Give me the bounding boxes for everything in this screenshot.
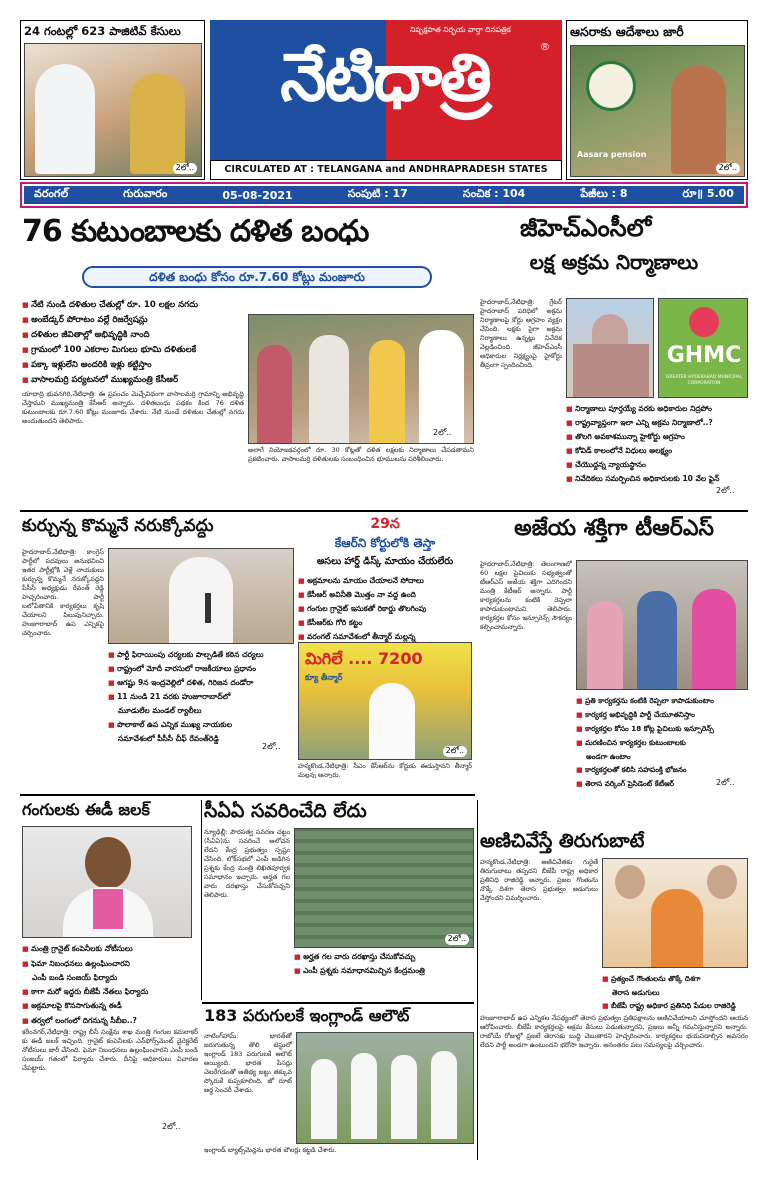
crowd-figure (637, 591, 677, 690)
player-figure (351, 1053, 377, 1139)
dateline-inner (24, 186, 744, 204)
ghmc-logo-text: GHMC (666, 343, 742, 368)
photo-continue-label: 2లో.. (445, 934, 469, 945)
ghmc-body-text: హైదరాబాద్,నేటిధాత్రి: గ్రేటర్ హైదరాబాద్ పరిధిలో అక్రమ నిర్మాణాలపై కోర్టు ఆగ్రహం వ్యక్తం చేసింది. లక్షకు పైగా అక్రమ నిర్మాణాలు ఉన్నట్లు నివేదిక వెల్లడించింది. జీహెచ్ఎంసీ అధికారుల నిర్లక్ష్యంపై హైకోర్టు తీవ్రంగా స్పందించింది. (480, 298, 562, 369)
section-divider (20, 794, 475, 796)
gangula-continue-label: 2లో.. (162, 1122, 181, 1131)
gangula-bullet: ■ కాగా మరో ఇద్దరు బీజేపీ నేతలు ఫిర్యాదు (22, 985, 198, 1000)
revanth-bullet: ■ పొలాకాల్ ఉప ఎన్నిక ముఖ్య నాయకుల (108, 718, 294, 732)
trs-headline: అజేయ శక్తిగా టీఆర్ఎస్ (514, 516, 714, 541)
circulated-strip: CIRCULATED AT : TELANGANA and ANDHRAPRADESH STATES (210, 160, 562, 180)
ghmc-bullets (566, 402, 748, 486)
flower-icon (689, 307, 719, 337)
kcr-bullet: ■ వరంగల్ సమావేశంలో తీన్మార్ మల్లన్న (298, 630, 472, 644)
gangula-headline: గంగులకు ఈడీ జలక్ (22, 800, 150, 819)
kcr-bullet: ■ గంగుల గ్రానైట్ ఇసుకతో రికార్డు తొలగింపు (298, 602, 472, 616)
dateline-bar (20, 182, 748, 208)
dateline-pages: పేజీలు : 8 (580, 187, 628, 200)
trs-continue-label: 2లో.. (716, 778, 735, 787)
masthead-right-headline: ఆసరాకు ఆదేశాలు జారీ (570, 24, 684, 39)
bjp-bullet-continued: తెరాస అడుగులు (612, 988, 660, 997)
player-figure (431, 1051, 457, 1139)
newspaper-logo: నేటిధాత్రి (280, 38, 490, 116)
masthead-left-headline: 24 గంటల్లో 623 పాజిటివ్ కేసులు (24, 24, 181, 38)
building-dome (592, 314, 628, 344)
photo-continue-label: 2లో.. (443, 746, 467, 757)
ghmc-bullet: ■ కోవిడ్ కాలంలోనే విధులు అలక్ష్యం (566, 444, 748, 458)
kcr-bullets (298, 574, 472, 644)
aasara-pension-photo (570, 45, 745, 177)
gangula-bullet: ■ మంత్రి గ్రానైట్ కంపెనీలకు నోటీసులు (22, 942, 198, 957)
person-head (85, 837, 131, 889)
ghmc-bullet: ■ తొలగి అవకాశమున్నా హైకోర్టు ఆగ్రహం (566, 430, 748, 444)
lead-headline: 76 కుటుంబాలకు దళిత బంధు (22, 214, 369, 249)
dateline-date: 05-08-2021 (222, 188, 293, 202)
lead-bullet: ■ వాసాలమర్రి పర్యటనలో ముఖ్యమంత్రి కేసీఆర్ (22, 373, 247, 388)
lead-bullet: ■ గ్రామంలో 100 ఎకరాల మిగులు భూమి దళితులకే (22, 343, 247, 358)
lead-bullet: ■ నేటి నుండి దళితుల చేతుల్లో రూ. 10 లక్షల నగదు (22, 298, 247, 313)
revanth-bullet-continued: సమావేశంలో పీసీసీ చీఫ్ రేవంత్‌రెడ్డి (118, 734, 219, 743)
trs-bullet: ■ కార్యకర్త అభివృద్ధికి పార్టీ చేయూతనిస్తాం (576, 708, 748, 722)
speaker-figure (369, 683, 415, 760)
speaker-figure (651, 889, 703, 968)
ghmc-headline-line2: లక్ష అక్రమ నిర్మాణాలు (529, 250, 699, 274)
trs-story[interactable] (480, 516, 748, 796)
bjp-body-text-2: హుజూరాబాద్ ఉప ఎన్నికల నేపథ్యంలో తెరాస ప్రభుత్వం ప్రతిపక్షాలను అణిచివేయాలని చూస్తోందని ఆయన ఆరోపించారు. బీజేపీ కార్యకర్తలపై అక్రమ కేసులు పెడుతున్నారని, ప్రజలు అన్నీ గమనిస్తున్నారని అన్నారు. రాబోయే రోజుల్లో ప్రజలే తెరాసకు బుద్ధి చెబుతారని హెచ్చరించారు. కార్యకర్తలు భయపడాల్సిన అవసరం లేదని పార్టీ అండగా ఉంటుందని భరోసా ఇచ్చారు. అనంతరం పలు సమస్యలపై చర్చించారు. (480, 1014, 748, 1049)
gangula-bullet-continued: ఎంపీ బండి సంజయ్ ఫిర్యాదు (32, 973, 118, 982)
trs-bullet-continued: అండగా ఉంటాం (586, 752, 631, 761)
revanth-bullet: ■ 11 నుండి 21 వరకు హుజూరాబాద్‌లో (108, 690, 294, 704)
ghmc-logo-sub: GREATER HYDERABAD MUNICIPAL CORPORATION (665, 375, 743, 386)
ghmc-logo (658, 298, 748, 398)
column-divider (201, 800, 202, 1000)
dateline-price: రూ॥ 5.00 (682, 187, 734, 200)
logo-block (210, 20, 562, 180)
lead-body-text-2: అలాగే నియోజకవర్గంలో రూ. 30 కోట్లతో దళిత లక్షలకు నిర్మాణాలు చేపడతామని ప్రకటించారు. వాసాలమర్రి దళితులకు సంబంధించిన భూములను పరిశీలించారు. (248, 446, 474, 463)
revanth-story[interactable] (22, 516, 294, 778)
parliament-photo (294, 828, 474, 948)
cricket-headline: 183 పరుగులకే ఇంగ్లాండ్ ఆలౌట్ (204, 1006, 410, 1025)
photo-continue-label: 2లో.. (716, 163, 740, 174)
kcr-date-label: 29న (370, 516, 400, 532)
dateline-issue: సంచిక : 104 (462, 187, 526, 200)
ghmc-bullet: ■ నిర్మాణాలు పూర్తయ్యే వరకు అధికారుల నిద్రపోం (566, 402, 748, 416)
dateline-city: వరంగల్ (34, 187, 69, 200)
aasara-caption: Aasara pension (577, 150, 647, 159)
trs-bullets (576, 694, 748, 791)
kcr-headline: కేఆర్‌ని కోర్టులోకి తెస్తా (334, 536, 436, 550)
caa-headline: సీఏఏ సవరించేది లేదు (204, 800, 367, 822)
gangula-bullet: ■ అక్రమాలపై కొనసాగుతున్న ఈడీ (22, 999, 198, 1014)
crowd-figure (309, 335, 349, 444)
section-divider (20, 510, 748, 512)
gangula-photo (22, 826, 192, 938)
player-figure (311, 1059, 337, 1139)
bjp-bullet: ■ ప్రత్యంచే గౌంతులను తొక్కే దిశగా (602, 972, 748, 986)
caa-body-text: న్యూఢిల్లీ: పౌరసత్వ సవరణ చట్టం (సీఏఏ)ను సవరించే ఆలోచన లేదని కేంద్ర ప్రభుత్వం స్పష్టం చేసింది. లోక్‌సభలో ఎంపీ అడిగిన ప్రశ్నకు కేంద్ర మంత్రి లిఖితపూర్వక సమాధానం ఇచ్చారు. అర్హత గల వారు దరఖాస్తు చేసుకోవచ్చని తెలిపారు. (204, 828, 290, 899)
revanth-headline: కుర్చున్న కొమ్మనే నరుక్కోవద్దు (22, 516, 214, 536)
gangula-bullets (22, 942, 198, 1028)
ghmc-headline-line1: జీహెచ్ఎంసీలో (520, 214, 652, 242)
lead-story[interactable] (22, 214, 474, 506)
pink-scarf (93, 889, 123, 929)
trs-bullet: ■ కార్యకర్తలతో కలిసి సహపంక్తి భోజనం (576, 763, 748, 777)
cricket-story[interactable] (204, 1006, 474, 1166)
lead-bullet: ■ పక్కా ఇళ్లులేని అందరికి ఇళ్లు కట్టిస్తాం (22, 358, 247, 373)
gangula-body-text: కరీంనగర్,నేటిధాత్రి: రాష్ట్ర బీసీ సంక్షేమ శాఖ మంత్రి గంగుల కమలాకర్ కు ఈడీ జలక్ ఇచ్చింది. గ్రానైట్ కంపెనీలకు ఎన్‌ఫోర్స్‌మెంట్ డైరెక్టరేట్ నోటీసులు జారీ చేసింది. ఫెమా నిబంధనలు ఉల్లంఘించారని ఎంపీ బండి సంజయ్ గతంలో ఫిర్యాదు చేశారు. దీనిపై అధికారులు విచారణ చేపట్టారు. (22, 1028, 198, 1072)
player-figure (391, 1055, 417, 1139)
lead-bullet: ■ అంబేడ్కర్ పోరాటం వల్లే రిజర్వేషన్లు (22, 313, 247, 328)
person-head (707, 865, 737, 899)
kcr-bullet: ■ కేసీఆర్‌కు గోరి కట్టం (298, 616, 472, 630)
gangula-bullet: ■ తర్వలో లంగంలో దిగనున్న సీబీఐ..? (22, 1014, 198, 1029)
crowd-figure (257, 345, 292, 444)
masthead-tagline: నిష్పక్షపాత నిర్భయ వార్తా దినపత్రిక (410, 25, 511, 34)
trs-photo (576, 560, 748, 690)
revanth-bullet-continued: మూడులేల మండల్‌ ర్యాలీలు (118, 706, 202, 715)
masthead-left-box[interactable] (20, 20, 205, 180)
bjp-photo (602, 858, 748, 968)
revanth-bullet: ■ పార్టీ ఫిరాయింపు చర్యలకు పాల్పడితే కఠిన చర్యలు (108, 648, 294, 662)
kcr-subhead: అసలు హార్డ్ డిస్క్ మాయం చేయలేరు (316, 556, 454, 567)
trs-bullet: ■ కార్యకర్తల కోసం 18 కోట్ల పైచిలుకు ఇన్సూరెన్స్ (576, 722, 748, 736)
section-divider (202, 1002, 474, 1004)
column-divider (477, 800, 478, 1160)
lead-bullet: ■ దళితుల జీవితాల్లో అభివృద్ధికి నాంది (22, 328, 247, 343)
elderly-woman-figure (671, 66, 726, 174)
trs-bullet: ■ మరణించిన కార్యకర్తల కుటుంబాలకు (576, 736, 748, 750)
mallanna-banner-text: మిగిలే .... 7200 (305, 649, 423, 668)
lead-subhead: దళిత బంధు కోసం రూ.7.60 కోట్లు మంజూరు (82, 266, 432, 288)
lead-bullets (22, 298, 247, 388)
masthead (20, 20, 748, 180)
lead-photo (248, 314, 474, 444)
trs-bullet: ■ తెరాస వర్కింగ్ ప్రెసిడెంట్ కేటీఆర్ (576, 777, 748, 791)
trs-body-text: హైదరాబాద్,నేటిధాత్రి: తెలంగాణలో 60 లక్షల పైచిలుకు సభ్యత్వంతో టీఆర్ఎస్ అజేయ శక్తిగా ఎదిగిందని మంత్రి కేటీఆర్ అన్నారు. పార్టీ కార్యకర్తలను కంటికి రెప్పలా కాపాడుకుంటామని తెలిపారు. కార్యకర్తల కోసం ఇన్సూరెన్స్ సౌకర్యం కల్పించామన్నారు. (480, 560, 572, 631)
crowd-figure (369, 340, 405, 444)
bjp-story[interactable] (480, 800, 748, 1160)
dateline-volume: సంపుటి : 17 (347, 187, 408, 200)
bjp-bullet: ■ బీజేపీ రాష్ట్ర అధికార ప్రతినిధి పేడుల రాజిరెడ్డి (602, 999, 748, 1013)
ghmc-story[interactable] (480, 214, 748, 506)
crowd-figure (587, 601, 623, 690)
ghmc-bullet: ■ నివేదికలు సమర్పించిన అధికారులకు 10 వేల ఫైన్ (566, 472, 748, 486)
gangula-story[interactable] (22, 800, 198, 1140)
registered-mark: ® (540, 42, 550, 53)
mallanna-photo (298, 642, 472, 760)
masthead-right-box[interactable] (566, 20, 748, 180)
telangana-emblem-icon (586, 61, 636, 111)
gangula-bullet: ■ ఫెమా నిబంధనలు ఉల్లంఘించారని (22, 957, 198, 972)
revanth-bullets (108, 648, 294, 746)
bjp-body-text: హన్మకొండ,నేటిధాత్రి: అణిచివేతకు గురైతే తిరుగుబాటు తప్పదని బీజేపీ రాష్ట్ర అధికార ప్రతినిధి రాజిరెడ్డి అన్నారు. ప్రజల గొంతును నొక్కే దిశగా తెరాస ప్రభుత్వం అడుగులు వేస్తోందని విమర్శించారు. (480, 858, 598, 902)
caa-bullets (294, 950, 474, 978)
revanth-photo (108, 548, 294, 644)
revanth-bullet: ■ రాష్ట్రంలో మోదీ వారసులో రాజకీయాలు ప్రధానం (108, 662, 294, 676)
revanth-bullet: ■ ఆగష్టు 9న ఇంద్రవెల్లిలో దళిత, గిరిజన దండోరా (108, 676, 294, 690)
cricket-caption: ఇంగ్లాండ్ బ్యాట్స్‌మెన్లను భారత బౌలర్లు కట్టడి చేశారు. (204, 1146, 337, 1154)
kcr-story[interactable] (298, 516, 472, 778)
caa-bullet: ■ ఎంపీ ప్రశ్నకు సమాధానమిచ్చిన కేంద్రమంత్రి (294, 964, 474, 978)
caa-bullet: ■ అర్హత గల వారు దరఖాస్తు చేసుకోవచ్చు (294, 950, 474, 964)
ghmc-building-photo (566, 298, 654, 398)
microphone-icon (205, 593, 211, 623)
bjp-headline: అణిచివేస్తే తిరుగుబాటే (480, 830, 645, 852)
photo-continue-label: 2లో.. (173, 163, 197, 174)
speaker-figure (169, 557, 233, 644)
trs-bullet: ■ ప్రతి కార్యకర్తను కంటికి రెప్పలా కాపాడుకుంటాం (576, 694, 748, 708)
building-base (573, 344, 649, 398)
cricket-body-text: నాటింగ్‌హామ్: భారత్‌తో జరుగుతున్న తొలి టెస్టులో ఇంగ్లాండ్ 183 పరుగులకే ఆలౌట్ అయ్యింది. భారత పేసర్లు చెలరేగడంతో ఆతిథ్య జట్టు తక్కువ స్కోరుకే కుప్పకూలింది. జో రూట్ అర్ధ సెంచరీ చేశాడు. (204, 1032, 292, 1094)
ghmc-bullet: ■ చేయొద్దన్న న్యాయస్థానం (566, 458, 748, 472)
ghmc-bullet: ■ రాష్ట్రవ్యాప్తంగా ఇలా ఎన్ని అక్రమ నిర్మాణాలో..? (566, 416, 748, 430)
caa-story[interactable] (204, 800, 474, 1000)
lead-photo-continue-label: 2లో.. (430, 428, 454, 439)
health-worker-figure (35, 64, 95, 174)
kcr-caption: హన్మకొండ,నేటిధాత్రి: సీఎం కేసీఆర్‌ను కోర్టుకు ఈడుస్తానని తీన్మార్ మల్లన్న అన్నారు. (298, 762, 472, 778)
patient-figure (130, 74, 185, 174)
mallanna-banner-sub: క్యూ తీన్మార్ (305, 673, 343, 682)
lead-body-text: యాదాద్రి భువనగిరి,నేటిధాత్రి: ఈ ప్రపంచం మెచ్చేవిధంగా వాసాలమర్రి గ్రామాన్ని అభివృద్ధి చేస్తామని ముఖ్యమంత్రి కేసీఆర్ అన్నారు. దళితబంధు పథకం కింద 76 దళిత కుటుంబాలకు రూ.7.60 కోట్లు మంజూరు చేశారు. నేటి నుండే దళితుల చేతుల్లో నగదు అందుతుందని తెలిపారు. (22, 390, 244, 425)
revanth-body-text: హైదరాబాద్,నేటిధాత్రి: కాంగ్రెస్ పార్టీలో పదవులు అనుభవించి ఇతర పార్టీల్లోకి వెళ్లే నాయకులు కుర్చున్న కొమ్మనే నరుక్కోవద్దని పీసీసీ అధ్యక్షుడు రేవంత్ రెడ్డి హెచ్చరించారు. పార్టీ బలోపేతానికి కార్యకర్తలు కృషి చేయాలని పిలుపునిచ్చారు. హుజూరాబాద్ ఉప ఎన్నికపై చర్చించారు. (22, 548, 104, 637)
person-head (615, 865, 645, 899)
crowd-figure (419, 330, 464, 444)
crowd-figure (692, 589, 736, 690)
covid-test-photo (24, 43, 202, 177)
ghmc-continue-label: 2లో.. (716, 486, 735, 495)
revanth-continue-label: 2లో.. (262, 742, 281, 751)
kcr-bullet: ■ కేసీఆర్ అవినీతి మొత్తం నా వద్ద ఉంది (298, 588, 472, 602)
cricket-photo (296, 1032, 474, 1144)
bjp-bullets (602, 972, 748, 1013)
dateline-day: గురువారం (123, 187, 168, 200)
kcr-bullet: ■ అక్రమాలను మాయం చేయాలనే సోదాలు (298, 574, 472, 588)
